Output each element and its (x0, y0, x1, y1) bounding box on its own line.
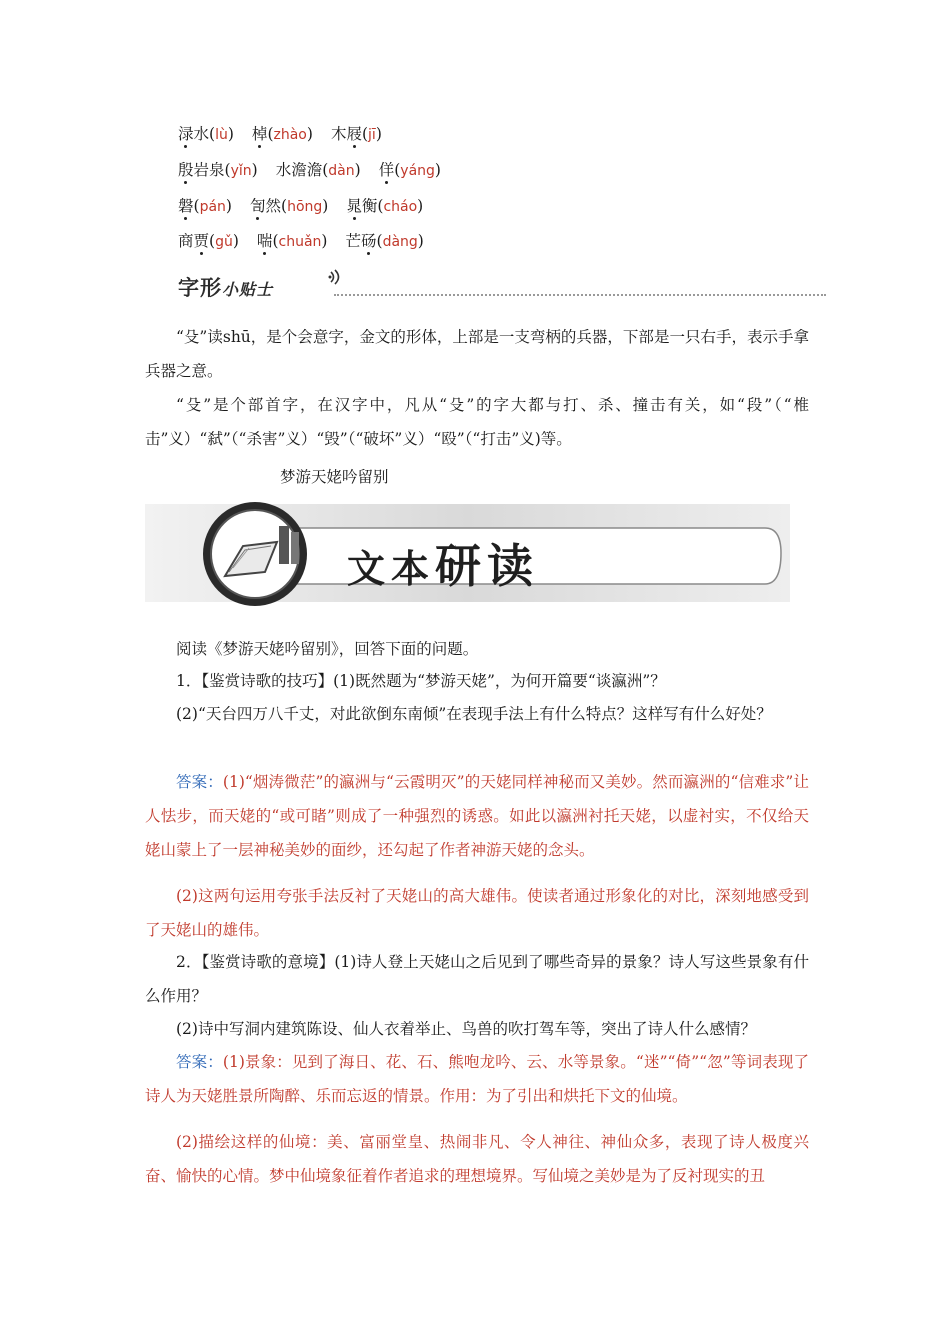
dotted-character: 贾 (194, 229, 210, 251)
paren-open: ( (267, 125, 274, 143)
paren-close: ) (354, 161, 361, 179)
pinyin: chuǎn (278, 234, 322, 250)
dotted-character: 渌 (178, 122, 194, 144)
paren-open: ( (272, 232, 279, 250)
tip-title (178, 272, 273, 302)
paren-close: ) (417, 232, 424, 250)
pronunciation-item (345, 232, 423, 250)
pinyin: zhào (273, 127, 307, 143)
dotted-character: 喘 (257, 229, 273, 251)
paren-open: ( (209, 125, 216, 143)
paren-open: ( (376, 232, 383, 250)
paren-open: ( (377, 197, 384, 215)
pinyin: yáng (400, 163, 435, 179)
tip-divider (334, 294, 826, 296)
tip-title-main: 字形 (178, 276, 222, 300)
pronunciation-row-2 (178, 158, 459, 180)
pinyin: yǐn (230, 163, 252, 179)
reading-intro: 阅读《梦游天姥吟留别》，回答下面的问题。 (176, 640, 479, 658)
paren-close: ) (417, 197, 424, 215)
word-prefix: 芒 (345, 232, 361, 250)
word-suffix: 衡 (361, 197, 378, 215)
paren-open: ( (361, 125, 369, 143)
section-title (347, 530, 539, 596)
answer-1-part-1 (145, 765, 809, 867)
pronunciation-item (252, 125, 313, 143)
paren-open: ( (224, 161, 231, 179)
answer-2-text-1: (1)景象：见到了海日、花、石、熊咆龙吟、云、水等景象。“迷”“倚”“忽”等词表现了诗人为天姥胜景所陶醉、乐而忘返的情景。作用：为了引出和烘托下文的仙境。 (145, 1053, 809, 1105)
tip-paragraph-1: “殳”读shū，是个会意字，金文的形体，上部是一支弯柄的兵器，下部是一只右手，表示手拿兵器之意。 (145, 328, 809, 380)
word-suffix: 岩泉 (193, 161, 225, 179)
pinyin: jī (368, 127, 376, 143)
pronunciation-item (379, 161, 441, 179)
word-prefix: 商 (178, 232, 194, 250)
word-suffix: 水澹澹 (275, 161, 323, 179)
answer-label-2: 答案： (176, 1053, 223, 1071)
pinyin: dàng (382, 234, 418, 250)
signal-icon (328, 268, 346, 286)
paren-open: ( (209, 232, 216, 250)
tip-paragraph-2: “殳”是个部首字，在汉字中，凡从“殳”的字大都与打、杀、撞击有关，如“段”（“椎击”义）“弑”（“杀害”义）“毁”（“破坏”义）“殴”（“打击”义)等。 (145, 396, 809, 448)
question-2-part-2: (2)诗中写洞内建筑陈设、仙人衣着举止、鸟兽的吹打驾车等，突出了诗人什么感情？ (176, 1020, 756, 1038)
answer-1-part-2: (2)这两句运用夸张手法反衬了天姥山的高大雄伟。使读者通过形象化的对比，深刻地感受到了天姥山的雄伟。 (145, 887, 809, 939)
word-suffix: 水 (193, 125, 210, 143)
paren-close: ) (251, 161, 258, 179)
pinyin: cháo (383, 199, 418, 215)
dotted-character: 晁 (346, 194, 362, 216)
paren-open: ( (281, 197, 288, 215)
word-suffix: 然 (265, 197, 282, 215)
paren-close: ) (227, 125, 234, 143)
pinyin: dàn (328, 163, 355, 179)
question-2-part-1: 2．【鉴赏诗歌的意境】(1)诗人登上天姥山之后见到了哪些奇异的景象？诗人写这些景象有什么作用？ (145, 953, 809, 1005)
pronunciation-item (257, 232, 328, 250)
pronunciation-row-1 (178, 122, 400, 144)
paren-close: ) (434, 161, 441, 179)
pronunciation-item (276, 161, 361, 179)
section-banner (145, 498, 790, 606)
pinyin: gǔ (215, 234, 233, 250)
question-1-part-1: 1．【鉴赏诗歌的技巧】(1)既然题为“梦游天姥”，为何开篇要“谈瀛洲”？ (176, 672, 666, 690)
answer-2-part-2: (2)描绘这样的仙境：美、富丽堂皇、热闹非凡、令人神往、神仙众多，表现了诗人极度兴奋、愉快的心情。梦中仙境象征着作者追求的理想境界。写仙境之美妙是为了反衬现实的丑 (145, 1133, 809, 1185)
paren-open: ( (193, 197, 200, 215)
paren-close: ) (375, 125, 382, 143)
paren-close: ) (225, 197, 232, 215)
dotted-character: 佯 (379, 158, 395, 180)
pronunciation-row-4 (178, 229, 442, 251)
tip-banner (178, 268, 826, 302)
pronunciation-item (346, 197, 423, 215)
answer-2-part-1 (145, 1045, 809, 1113)
poem-subtitle: 梦游天姥吟留别 (280, 468, 389, 486)
paren-close: ) (322, 197, 329, 215)
pronunciation-item (178, 161, 258, 179)
pronunciation-item (250, 197, 328, 215)
paren-close: ) (232, 232, 239, 250)
pronunciation-item (331, 125, 382, 143)
dotted-character: 磐 (178, 194, 194, 216)
pronunciation-item (178, 125, 234, 143)
dotted-character: 訇 (250, 194, 266, 216)
paren-close: ) (306, 125, 313, 143)
paren-open: ( (394, 161, 401, 179)
pronunciation-item (178, 232, 239, 250)
paren-close: ) (321, 232, 328, 250)
answer-label: 答案： (176, 773, 223, 791)
pinyin: hōng (287, 199, 323, 215)
dotted-character: 屐 (346, 122, 362, 144)
pinyin: lù (215, 127, 228, 143)
answer-1-text-1: (1)“烟涛微茫”的瀛洲与“云霞明灭”的天姥同样神秘而又美妙。然而瀛洲的“信难求”让人怯步，而天姥的“或可睹”则成了一种强烈的诱惑。如此以瀛洲衬托天姥，以虚衬实，不仅给天姥山蒙上了一层神秘美妙的面纱，还勾起了作者神游天姥的念头。 (145, 773, 809, 859)
pronunciation-item (178, 197, 232, 215)
word-prefix: 木 (330, 125, 347, 143)
section-title-a: 文本 (347, 546, 436, 591)
paren-open: ( (322, 161, 329, 179)
section-title-b: 研读 (435, 539, 540, 593)
pronunciation-row-3 (178, 194, 441, 216)
pinyin: pán (199, 199, 226, 215)
dotted-character: 砀 (361, 229, 377, 251)
tip-title-small: 小贴士 (222, 280, 274, 299)
dotted-character: 棹 (252, 122, 268, 144)
question-1-part-2: (2)“天台四万八千丈，对此欲倒东南倾”在表现手法上有什么特点？这样写有什么好处？ (176, 705, 772, 723)
dotted-character: 殷 (178, 158, 194, 180)
